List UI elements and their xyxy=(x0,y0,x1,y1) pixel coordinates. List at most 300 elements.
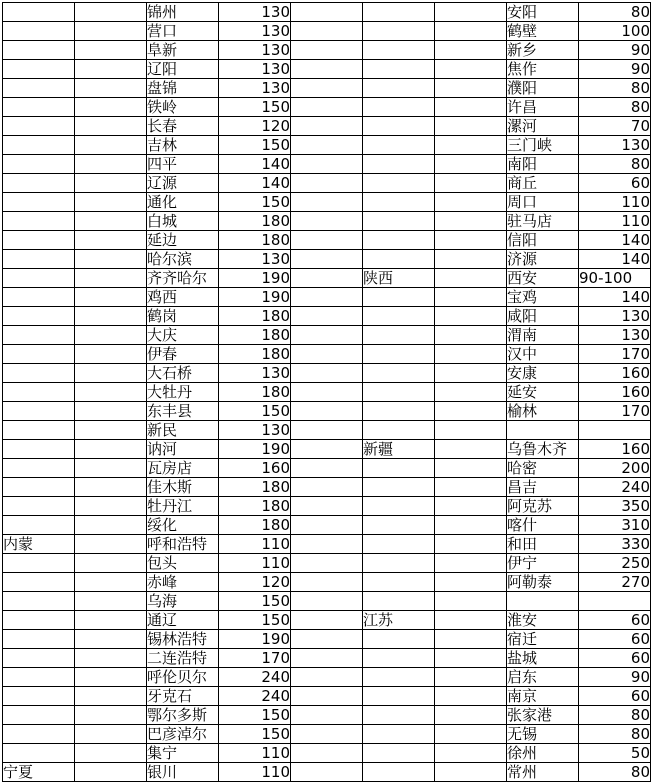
region-left-cell[interactable] xyxy=(3,706,75,725)
region-left-cell[interactable] xyxy=(3,573,75,592)
region-right-cell[interactable] xyxy=(363,592,435,611)
spacer-cell[interactable] xyxy=(291,345,363,364)
city-right-cell[interactable]: 鹤壁 xyxy=(507,22,579,41)
value-right-cell[interactable]: 330 xyxy=(579,535,651,554)
city-right-cell[interactable] xyxy=(507,592,579,611)
value-left-cell[interactable]: 130 xyxy=(219,364,291,383)
city-left-cell[interactable]: 鸡西 xyxy=(147,288,219,307)
spacer-cell[interactable] xyxy=(75,611,147,630)
spacer-cell[interactable] xyxy=(435,573,507,592)
city-right-cell[interactable]: 南阳 xyxy=(507,155,579,174)
region-left-cell[interactable] xyxy=(3,459,75,478)
value-left-cell[interactable]: 160 xyxy=(219,459,291,478)
city-right-cell[interactable]: 昌吉 xyxy=(507,478,579,497)
city-right-cell[interactable]: 榆林 xyxy=(507,402,579,421)
spacer-cell[interactable] xyxy=(291,744,363,763)
spacer-cell[interactable] xyxy=(75,383,147,402)
city-left-cell[interactable]: 大庆 xyxy=(147,326,219,345)
spacer-cell[interactable] xyxy=(291,668,363,687)
spacer-cell[interactable] xyxy=(435,630,507,649)
region-right-cell[interactable] xyxy=(363,22,435,41)
value-left-cell[interactable]: 180 xyxy=(219,212,291,231)
spacer-cell[interactable] xyxy=(75,497,147,516)
spacer-cell[interactable] xyxy=(75,478,147,497)
spacer-cell[interactable] xyxy=(75,307,147,326)
region-right-cell[interactable] xyxy=(363,79,435,98)
city-right-cell[interactable]: 济源 xyxy=(507,250,579,269)
city-right-cell[interactable]: 安阳 xyxy=(507,3,579,22)
value-left-cell[interactable]: 150 xyxy=(219,98,291,117)
value-right-cell[interactable]: 70 xyxy=(579,117,651,136)
region-left-cell[interactable] xyxy=(3,155,75,174)
city-right-cell[interactable]: 哈密 xyxy=(507,459,579,478)
spacer-cell[interactable] xyxy=(75,174,147,193)
region-right-cell[interactable] xyxy=(363,288,435,307)
city-left-cell[interactable]: 盘锦 xyxy=(147,79,219,98)
spacer-cell[interactable] xyxy=(435,98,507,117)
region-left-cell[interactable] xyxy=(3,22,75,41)
region-left-cell[interactable] xyxy=(3,269,75,288)
spacer-cell[interactable] xyxy=(75,668,147,687)
city-left-cell[interactable]: 呼和浩特 xyxy=(147,535,219,554)
spacer-cell[interactable] xyxy=(75,630,147,649)
city-left-cell[interactable]: 二连浩特 xyxy=(147,649,219,668)
value-right-cell[interactable]: 170 xyxy=(579,345,651,364)
city-left-cell[interactable]: 延边 xyxy=(147,231,219,250)
spacer-cell[interactable] xyxy=(435,326,507,345)
region-left-cell[interactable] xyxy=(3,79,75,98)
region-right-cell[interactable] xyxy=(363,478,435,497)
value-right-cell[interactable]: 270 xyxy=(579,573,651,592)
spacer-cell[interactable] xyxy=(291,649,363,668)
spacer-cell[interactable] xyxy=(75,763,147,782)
city-right-cell[interactable]: 渭南 xyxy=(507,326,579,345)
spacer-cell[interactable] xyxy=(435,649,507,668)
spacer-cell[interactable] xyxy=(291,155,363,174)
region-left-cell[interactable] xyxy=(3,364,75,383)
region-left-cell[interactable] xyxy=(3,383,75,402)
spacer-cell[interactable] xyxy=(291,250,363,269)
spacer-cell[interactable] xyxy=(291,269,363,288)
city-left-cell[interactable]: 锦州 xyxy=(147,3,219,22)
region-right-cell[interactable] xyxy=(363,554,435,573)
value-left-cell[interactable]: 130 xyxy=(219,3,291,22)
city-left-cell[interactable]: 伊春 xyxy=(147,345,219,364)
region-right-cell[interactable] xyxy=(363,174,435,193)
value-right-cell[interactable]: 80 xyxy=(579,98,651,117)
region-right-cell[interactable] xyxy=(363,3,435,22)
city-right-cell[interactable]: 三门峡 xyxy=(507,136,579,155)
spacer-cell[interactable] xyxy=(435,383,507,402)
spacer-cell[interactable] xyxy=(435,364,507,383)
value-right-cell[interactable]: 80 xyxy=(579,706,651,725)
spacer-cell[interactable] xyxy=(291,212,363,231)
region-left-cell[interactable] xyxy=(3,98,75,117)
region-right-cell[interactable] xyxy=(363,459,435,478)
value-left-cell[interactable]: 180 xyxy=(219,326,291,345)
spacer-cell[interactable] xyxy=(435,687,507,706)
value-left-cell[interactable]: 180 xyxy=(219,307,291,326)
value-left-cell[interactable]: 130 xyxy=(219,22,291,41)
spacer-cell[interactable] xyxy=(291,79,363,98)
value-left-cell[interactable]: 190 xyxy=(219,630,291,649)
value-left-cell[interactable]: 150 xyxy=(219,136,291,155)
spacer-cell[interactable] xyxy=(75,459,147,478)
value-right-cell[interactable]: 80 xyxy=(579,155,651,174)
spacer-cell[interactable] xyxy=(75,98,147,117)
value-right-cell[interactable]: 100 xyxy=(579,22,651,41)
value-left-cell[interactable]: 130 xyxy=(219,421,291,440)
spacer-cell[interactable] xyxy=(435,497,507,516)
spacer-cell[interactable] xyxy=(435,22,507,41)
city-left-cell[interactable]: 通化 xyxy=(147,193,219,212)
spacer-cell[interactable] xyxy=(75,250,147,269)
city-left-cell[interactable]: 四平 xyxy=(147,155,219,174)
spacer-cell[interactable] xyxy=(291,440,363,459)
city-right-cell[interactable]: 启东 xyxy=(507,668,579,687)
region-left-cell[interactable] xyxy=(3,60,75,79)
spacer-cell[interactable] xyxy=(291,725,363,744)
region-left-cell[interactable] xyxy=(3,288,75,307)
spacer-cell[interactable] xyxy=(75,3,147,22)
spacer-cell[interactable] xyxy=(435,421,507,440)
city-right-cell[interactable]: 焦作 xyxy=(507,60,579,79)
region-left-cell[interactable] xyxy=(3,744,75,763)
value-right-cell[interactable]: 80 xyxy=(579,763,651,782)
spacer-cell[interactable] xyxy=(291,22,363,41)
value-right-cell[interactable]: 60 xyxy=(579,687,651,706)
spacer-cell[interactable] xyxy=(75,364,147,383)
value-right-cell[interactable]: 130 xyxy=(579,326,651,345)
spacer-cell[interactable] xyxy=(435,136,507,155)
value-right-cell[interactable]: 80 xyxy=(579,79,651,98)
spacer-cell[interactable] xyxy=(291,307,363,326)
value-left-cell[interactable]: 110 xyxy=(219,763,291,782)
region-left-cell[interactable] xyxy=(3,231,75,250)
value-right-cell[interactable]: 50 xyxy=(579,744,651,763)
spacer-cell[interactable] xyxy=(291,117,363,136)
spacer-cell[interactable] xyxy=(291,3,363,22)
region-right-cell[interactable] xyxy=(363,326,435,345)
region-left-cell[interactable] xyxy=(3,345,75,364)
spacer-cell[interactable] xyxy=(435,440,507,459)
spacer-cell[interactable] xyxy=(75,649,147,668)
city-left-cell[interactable]: 营口 xyxy=(147,22,219,41)
region-left-cell[interactable] xyxy=(3,725,75,744)
spacer-cell[interactable] xyxy=(75,535,147,554)
spacer-cell[interactable] xyxy=(75,193,147,212)
value-left-cell[interactable]: 180 xyxy=(219,345,291,364)
spacer-cell[interactable] xyxy=(75,79,147,98)
city-right-cell[interactable]: 延安 xyxy=(507,383,579,402)
city-right-cell[interactable]: 汉中 xyxy=(507,345,579,364)
city-right-cell[interactable]: 信阳 xyxy=(507,231,579,250)
region-left-cell[interactable] xyxy=(3,174,75,193)
region-left-cell[interactable] xyxy=(3,554,75,573)
region-left-cell[interactable] xyxy=(3,402,75,421)
value-left-cell[interactable]: 240 xyxy=(219,668,291,687)
spacer-cell[interactable] xyxy=(75,402,147,421)
region-right-cell[interactable] xyxy=(363,136,435,155)
spacer-cell[interactable] xyxy=(291,554,363,573)
value-left-cell[interactable]: 110 xyxy=(219,535,291,554)
value-right-cell[interactable]: 350 xyxy=(579,497,651,516)
spacer-cell[interactable] xyxy=(291,687,363,706)
spacer-cell[interactable] xyxy=(435,174,507,193)
region-right-cell[interactable] xyxy=(363,41,435,60)
spacer-cell[interactable] xyxy=(291,611,363,630)
city-left-cell[interactable]: 赤峰 xyxy=(147,573,219,592)
region-right-cell[interactable] xyxy=(363,516,435,535)
city-right-cell[interactable]: 张家港 xyxy=(507,706,579,725)
region-left-cell[interactable] xyxy=(3,136,75,155)
region-right-cell[interactable] xyxy=(363,763,435,782)
region-right-cell[interactable] xyxy=(363,630,435,649)
city-left-cell[interactable]: 巴彦淖尔 xyxy=(147,725,219,744)
value-left-cell[interactable]: 150 xyxy=(219,706,291,725)
spacer-cell[interactable] xyxy=(291,459,363,478)
city-left-cell[interactable]: 吉林 xyxy=(147,136,219,155)
spacer-cell[interactable] xyxy=(435,212,507,231)
value-left-cell[interactable]: 130 xyxy=(219,41,291,60)
region-left-cell[interactable] xyxy=(3,307,75,326)
spacer-cell[interactable] xyxy=(75,117,147,136)
region-right-cell[interactable] xyxy=(363,497,435,516)
region-right-cell[interactable]: 江苏 xyxy=(363,611,435,630)
spacer-cell[interactable] xyxy=(435,41,507,60)
city-right-cell[interactable]: 安康 xyxy=(507,364,579,383)
region-right-cell[interactable]: 新疆 xyxy=(363,440,435,459)
city-left-cell[interactable]: 辽阳 xyxy=(147,60,219,79)
value-left-cell[interactable]: 140 xyxy=(219,174,291,193)
region-left-cell[interactable] xyxy=(3,592,75,611)
spacer-cell[interactable] xyxy=(291,478,363,497)
city-right-cell[interactable]: 无锡 xyxy=(507,725,579,744)
city-left-cell[interactable]: 包头 xyxy=(147,554,219,573)
value-right-cell[interactable]: 310 xyxy=(579,516,651,535)
value-right-cell[interactable]: 80 xyxy=(579,725,651,744)
region-right-cell[interactable] xyxy=(363,60,435,79)
value-right-cell[interactable]: 240 xyxy=(579,478,651,497)
region-left-cell[interactable] xyxy=(3,421,75,440)
value-right-cell[interactable]: 110 xyxy=(579,193,651,212)
spacer-cell[interactable] xyxy=(75,155,147,174)
region-right-cell[interactable] xyxy=(363,725,435,744)
value-left-cell[interactable]: 150 xyxy=(219,193,291,212)
region-right-cell[interactable] xyxy=(363,687,435,706)
city-right-cell[interactable]: 宝鸡 xyxy=(507,288,579,307)
value-left-cell[interactable]: 110 xyxy=(219,554,291,573)
value-right-cell[interactable]: 160 xyxy=(579,364,651,383)
region-right-cell[interactable] xyxy=(363,250,435,269)
spacer-cell[interactable] xyxy=(75,269,147,288)
value-right-cell[interactable]: 170 xyxy=(579,402,651,421)
city-left-cell[interactable]: 鹤岗 xyxy=(147,307,219,326)
city-right-cell[interactable]: 淮安 xyxy=(507,611,579,630)
region-right-cell[interactable] xyxy=(363,364,435,383)
spacer-cell[interactable] xyxy=(75,573,147,592)
city-right-cell[interactable]: 南京 xyxy=(507,687,579,706)
city-left-cell[interactable]: 讷河 xyxy=(147,440,219,459)
value-right-cell[interactable]: 200 xyxy=(579,459,651,478)
spacer-cell[interactable] xyxy=(435,478,507,497)
spacer-cell[interactable] xyxy=(75,706,147,725)
region-left-cell[interactable] xyxy=(3,497,75,516)
spacer-cell[interactable] xyxy=(435,231,507,250)
spacer-cell[interactable] xyxy=(435,288,507,307)
spacer-cell[interactable] xyxy=(75,554,147,573)
region-left-cell[interactable] xyxy=(3,250,75,269)
city-left-cell[interactable]: 银川 xyxy=(147,763,219,782)
value-right-cell[interactable]: 90 xyxy=(579,60,651,79)
spacer-cell[interactable] xyxy=(75,60,147,79)
spacer-cell[interactable] xyxy=(435,79,507,98)
value-left-cell[interactable]: 180 xyxy=(219,383,291,402)
region-left-cell[interactable] xyxy=(3,516,75,535)
spacer-cell[interactable] xyxy=(291,421,363,440)
spacer-cell[interactable] xyxy=(291,288,363,307)
region-left-cell[interactable] xyxy=(3,649,75,668)
city-right-cell[interactable]: 盐城 xyxy=(507,649,579,668)
region-left-cell[interactable] xyxy=(3,630,75,649)
spacer-cell[interactable] xyxy=(435,269,507,288)
city-left-cell[interactable]: 乌海 xyxy=(147,592,219,611)
spacer-cell[interactable] xyxy=(435,459,507,478)
spacer-cell[interactable] xyxy=(291,193,363,212)
spacer-cell[interactable] xyxy=(75,136,147,155)
city-left-cell[interactable]: 瓦房店 xyxy=(147,459,219,478)
city-right-cell[interactable]: 和田 xyxy=(507,535,579,554)
region-right-cell[interactable] xyxy=(363,155,435,174)
city-left-cell[interactable]: 阜新 xyxy=(147,41,219,60)
value-right-cell[interactable]: 90 xyxy=(579,41,651,60)
city-left-cell[interactable]: 辽源 xyxy=(147,174,219,193)
region-left-cell[interactable] xyxy=(3,193,75,212)
value-left-cell[interactable]: 180 xyxy=(219,478,291,497)
region-right-cell[interactable] xyxy=(363,307,435,326)
value-right-cell[interactable]: 130 xyxy=(579,307,651,326)
value-left-cell[interactable]: 150 xyxy=(219,611,291,630)
spacer-cell[interactable] xyxy=(435,117,507,136)
value-right-cell[interactable]: 60 xyxy=(579,630,651,649)
value-right-cell[interactable]: 110 xyxy=(579,212,651,231)
spacer-cell[interactable] xyxy=(435,611,507,630)
region-right-cell[interactable] xyxy=(363,402,435,421)
city-left-cell[interactable]: 佳木斯 xyxy=(147,478,219,497)
city-right-cell[interactable]: 伊宁 xyxy=(507,554,579,573)
spacer-cell[interactable] xyxy=(291,364,363,383)
spacer-cell[interactable] xyxy=(435,744,507,763)
city-left-cell[interactable]: 东丰县 xyxy=(147,402,219,421)
region-right-cell[interactable] xyxy=(363,231,435,250)
value-left-cell[interactable]: 130 xyxy=(219,60,291,79)
city-right-cell[interactable]: 驻马店 xyxy=(507,212,579,231)
spacer-cell[interactable] xyxy=(291,592,363,611)
spacer-cell[interactable] xyxy=(75,421,147,440)
value-right-cell[interactable]: 90-100 xyxy=(579,269,651,288)
spacer-cell[interactable] xyxy=(75,592,147,611)
city-left-cell[interactable]: 长春 xyxy=(147,117,219,136)
city-right-cell[interactable]: 乌鲁木齐 xyxy=(507,440,579,459)
spacer-cell[interactable] xyxy=(75,212,147,231)
value-left-cell[interactable]: 120 xyxy=(219,573,291,592)
spacer-cell[interactable] xyxy=(435,763,507,782)
city-right-cell[interactable]: 许昌 xyxy=(507,98,579,117)
spacer-cell[interactable] xyxy=(291,136,363,155)
spacer-cell[interactable] xyxy=(291,516,363,535)
region-right-cell[interactable] xyxy=(363,744,435,763)
city-left-cell[interactable]: 集宁 xyxy=(147,744,219,763)
spacer-cell[interactable] xyxy=(435,60,507,79)
spacer-cell[interactable] xyxy=(75,687,147,706)
city-right-cell[interactable]: 周口 xyxy=(507,193,579,212)
spacer-cell[interactable] xyxy=(291,231,363,250)
region-right-cell[interactable] xyxy=(363,706,435,725)
city-right-cell[interactable]: 咸阳 xyxy=(507,307,579,326)
spacer-cell[interactable] xyxy=(291,326,363,345)
value-left-cell[interactable]: 180 xyxy=(219,516,291,535)
spacer-cell[interactable] xyxy=(75,440,147,459)
city-left-cell[interactable]: 新民 xyxy=(147,421,219,440)
spacer-cell[interactable] xyxy=(291,706,363,725)
value-right-cell[interactable]: 160 xyxy=(579,440,651,459)
spacer-cell[interactable] xyxy=(75,725,147,744)
city-left-cell[interactable]: 鄂尔多斯 xyxy=(147,706,219,725)
region-right-cell[interactable] xyxy=(363,383,435,402)
city-right-cell[interactable]: 新乡 xyxy=(507,41,579,60)
spacer-cell[interactable] xyxy=(291,497,363,516)
city-left-cell[interactable]: 铁岭 xyxy=(147,98,219,117)
city-left-cell[interactable]: 牙克石 xyxy=(147,687,219,706)
city-right-cell[interactable]: 阿克苏 xyxy=(507,497,579,516)
value-right-cell[interactable]: 60 xyxy=(579,649,651,668)
value-right-cell[interactable]: 140 xyxy=(579,288,651,307)
region-left-cell[interactable] xyxy=(3,687,75,706)
value-right-cell[interactable]: 160 xyxy=(579,383,651,402)
spacer-cell[interactable] xyxy=(435,345,507,364)
value-left-cell[interactable]: 140 xyxy=(219,155,291,174)
city-left-cell[interactable]: 呼伦贝尔 xyxy=(147,668,219,687)
region-left-cell[interactable] xyxy=(3,478,75,497)
region-left-cell[interactable] xyxy=(3,212,75,231)
value-right-cell[interactable]: 60 xyxy=(579,174,651,193)
city-right-cell[interactable]: 阿勒泰 xyxy=(507,573,579,592)
value-left-cell[interactable]: 130 xyxy=(219,250,291,269)
value-left-cell[interactable]: 110 xyxy=(219,744,291,763)
spacer-cell[interactable] xyxy=(435,668,507,687)
spacer-cell[interactable] xyxy=(435,402,507,421)
city-left-cell[interactable]: 锡林浩特 xyxy=(147,630,219,649)
city-left-cell[interactable]: 大牡丹 xyxy=(147,383,219,402)
value-right-cell[interactable]: 90 xyxy=(579,668,651,687)
spacer-cell[interactable] xyxy=(75,744,147,763)
value-left-cell[interactable]: 180 xyxy=(219,231,291,250)
spacer-cell[interactable] xyxy=(75,516,147,535)
city-left-cell[interactable]: 通辽 xyxy=(147,611,219,630)
spacer-cell[interactable] xyxy=(435,725,507,744)
region-left-cell[interactable]: 内蒙 xyxy=(3,535,75,554)
spacer-cell[interactable] xyxy=(435,554,507,573)
value-left-cell[interactable]: 130 xyxy=(219,79,291,98)
city-left-cell[interactable]: 齐齐哈尔 xyxy=(147,269,219,288)
region-right-cell[interactable] xyxy=(363,535,435,554)
city-right-cell[interactable]: 徐州 xyxy=(507,744,579,763)
city-left-cell[interactable]: 哈尔滨 xyxy=(147,250,219,269)
value-left-cell[interactable]: 150 xyxy=(219,592,291,611)
spacer-cell[interactable] xyxy=(75,345,147,364)
spacer-cell[interactable] xyxy=(75,231,147,250)
value-right-cell[interactable]: 130 xyxy=(579,136,651,155)
